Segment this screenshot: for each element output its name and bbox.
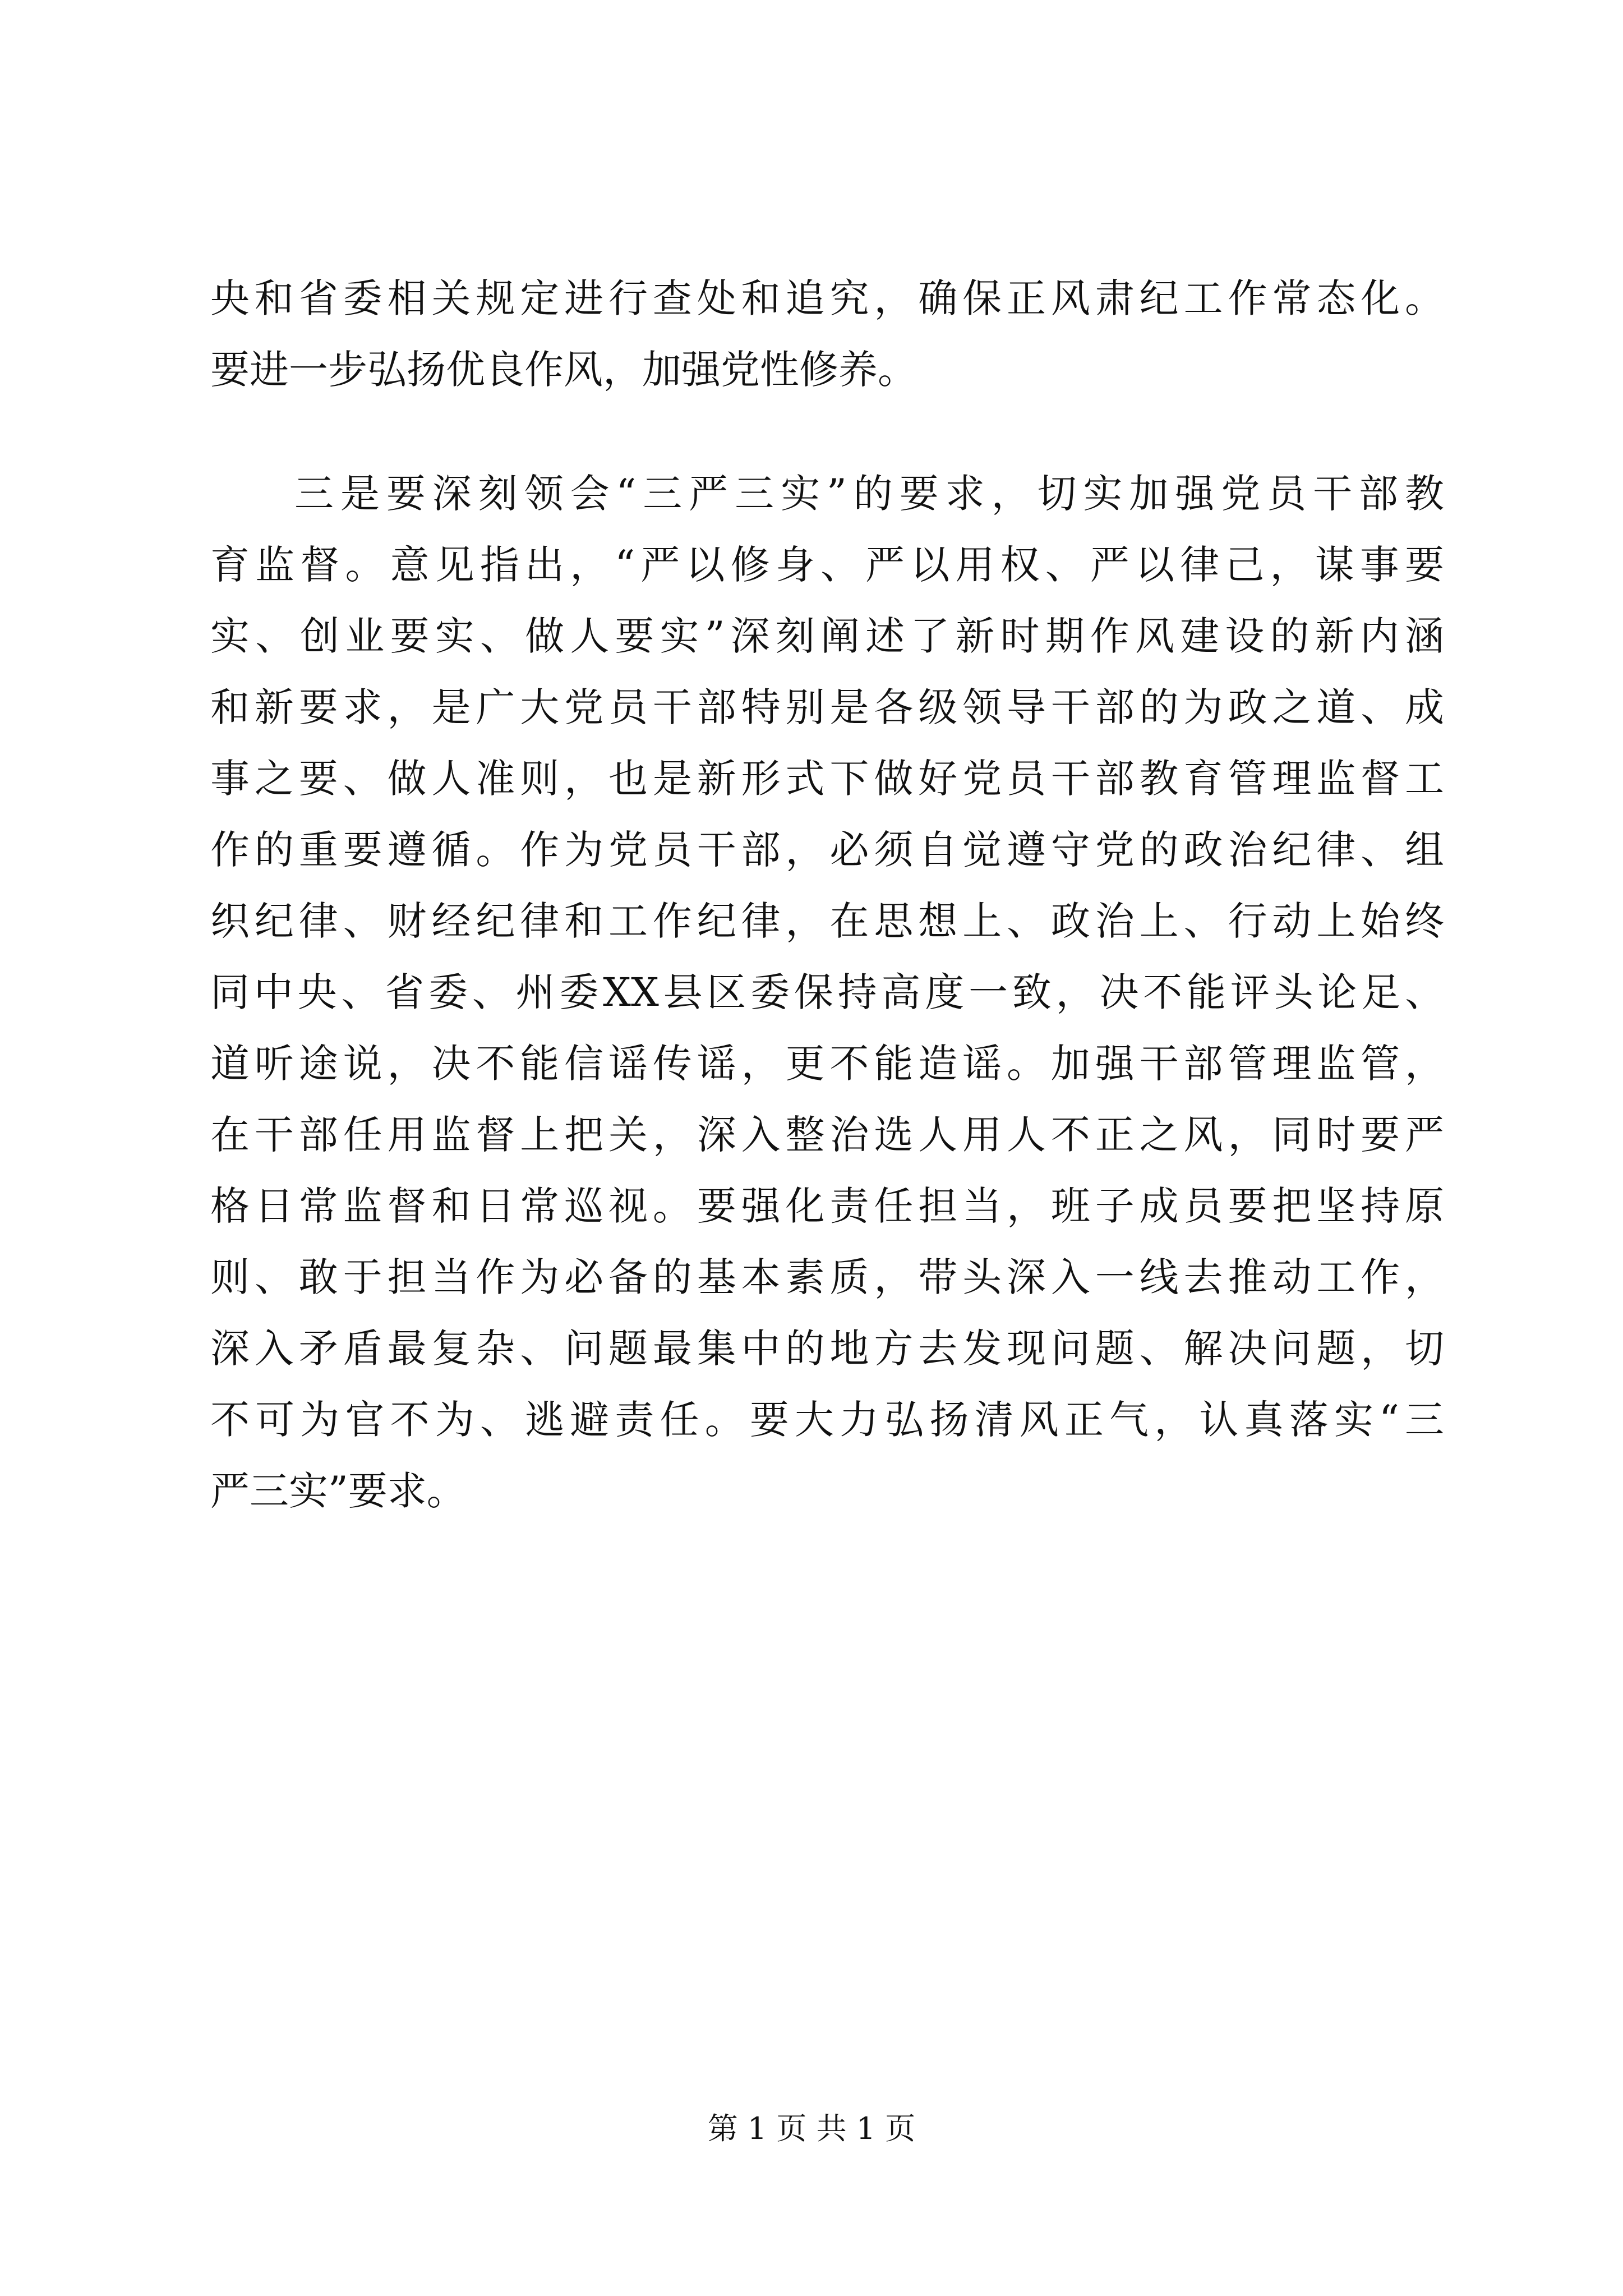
- text-line: 央和省委相关规定进行查处和追究，确保正风肃纪工作常态化。: [210, 275, 1444, 321]
- text-line: 作的重要遵循。作为党员干部，必须自觉遵守党的政治纪律、组: [210, 827, 1444, 873]
- text-line: 育监督。意见指出，“严以修身、严以用权、严以律己，谋事要: [210, 542, 1444, 588]
- text-line: 和新要求，是广大党员干部特别是各级领导干部的为政之道、成: [210, 684, 1444, 730]
- text-line: 道听途说，决不能信谣传谣，更不能造谣。加强干部管理监管，: [210, 1041, 1444, 1087]
- text-line: 事之要、做人准则，也是新形式下做好党员干部教育管理监督工: [210, 756, 1444, 802]
- text-line: 不可为官不为、逃避责任。要大力弘扬清风正气，认真落实“三: [210, 1397, 1444, 1443]
- text-line: 实、创业要实、做人要实”深刻阐述了新时期作风建设的新内涵: [210, 613, 1444, 659]
- text-line: 则、敢于担当作为必备的基本素质，带头深入一线去推动工作，: [210, 1254, 1444, 1300]
- text-line: 同中央、省委、州委XX县区委保持高度一致，决不能评头论足、: [210, 969, 1444, 1015]
- text-line: 深入矛盾最复杂、问题最集中的地方去发现问题、解决问题，切: [210, 1326, 1444, 1372]
- text-line: 织纪律、财经纪律和工作纪律，在思想上、政治上、行动上始终: [210, 898, 1444, 944]
- text-line: 严三实”要求。: [210, 1468, 466, 1514]
- text-line: 在干部任用监督上把关，深入整治选人用人不正之风，同时要严: [210, 1112, 1444, 1158]
- page-number-footer: 第 1 页 共 1 页: [707, 2111, 916, 2146]
- paragraph-first-line: 三是要深刻领会“三严三实”的要求，切实加强党员干部教: [294, 471, 1444, 517]
- text-line: 要进一步弘扬优良作风，加强党性修养。: [210, 347, 917, 393]
- text-line: 格日常监督和日常巡视。要强化责任担当，班子成员要把坚持原: [210, 1183, 1444, 1229]
